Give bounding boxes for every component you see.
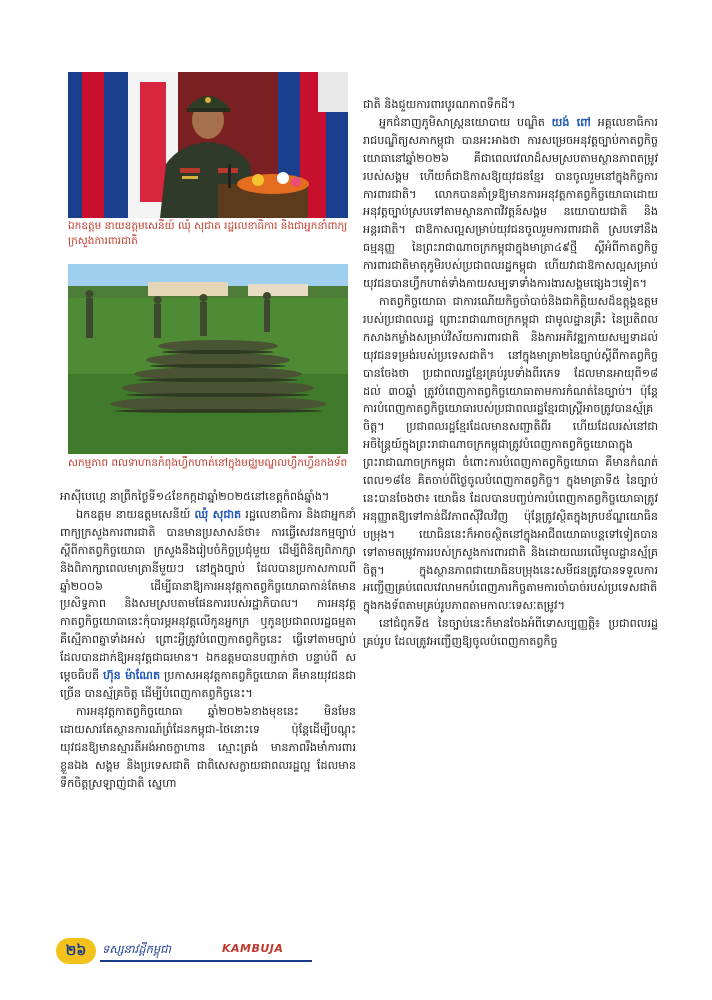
page-number: ២៦	[56, 938, 96, 964]
magazine-name-khmer: ទស្សនាវដ្តីកម្ពុជា	[102, 942, 172, 956]
photo-spokesperson	[68, 72, 348, 218]
paragraph: អាស៊ីបេហ្គេ នាព្រឹកថ្ងៃទី១៤ខែកក្កដាឆ្នាំ២០២៥នៅខេត្តកំពង់ឆ្នាំង។	[60, 490, 330, 503]
highlight-name: យង់ ពៅ	[551, 115, 591, 129]
paragraph: នៅជំពូកទី៥ នៃច្បាប់នេះក៏មានចែងអំពីទោសប្បញ្ញត្តិ៖ ប្រជាពលរដ្ឋគ្រប់រូប ដែលត្រូវអញ្ជើញឱ្យចូលបំពេញកាតព្វកិច្ច	[363, 617, 658, 649]
highlight-name: ឈុំ សុជាត	[194, 507, 242, 521]
caption-training: សកម្មភាព ពលទាហានកំពុងហ្វឹកហាត់នៅក្នុងមជ្ឈមណ្ឌលហ្វឹកហ្វឺនកងទ័ព	[68, 457, 348, 469]
paragraph: ឯកឧត្តម នាយឧត្តមសេនីយ៍ ឈុំ សុជាត រដ្ឋលេខាធិការ និងជាអ្នកនាំពាក្យក្រសួងការពារជាតិ បានមានប្រសាសន៍ថា៖ ការធ្វើសេវនកម្មច្បាប់ ស្តីពីកាតព្វកិច្ចយោធា ក្រសួងនឹងរៀបចំកិច្ចប្រជុំមួយ ដើម្បីពិនិត្យពិភាក្សា និងពិភាក្សាពេលមាត្រានីមួយៗ នៅក្នុងច្បាប់ ដែលបានប្រកាសកាលពីឆ្នាំ២០០៦ ដើម្បីធានាឱ្យការអនុវត្តកាតព្វកិច្ចយោធាកាន់តែមានប្រសិទ្ធភាព និងសមស្របតាមផែនការរបស់រដ្ឋាភិបាល។ ការអនុវត្តកាតព្វកិច្ចយោធានេះកុំបារម្ភអនុវត្តលើកូនអ្នកក្រ ឬកូនប្រជាពលរដ្ឋធម្មតា គឺស្មើភាពគ្នាទាំងអស់ ព្រោះអ្វីត្រូវបំពេញកាតព្វកិច្ចនេះ ធ្វើទៅតាមច្បាប់ដែលបានដាក់ឱ្យអនុវត្តជាធរមាន។ ឯកឧត្តមបានបញ្ជាក់ថា បន្ទាប់ពី សម្តេចធិបតី ហ៊ុន ម៉ាណែត ប្រកាសអនុវត្តកាតព្វកិច្ចយោធា គឺមានយុវជនជាច្រើន បានស្ម័គ្រចិត្ត ដើម្បីបំពេញកាតព្វកិច្ចនេះ។	[60, 507, 356, 700]
article-left-column	[60, 488, 356, 792]
article-right-column	[363, 96, 658, 651]
footer-divider	[100, 960, 312, 962]
paragraph: ការអនុវត្តកាតព្វកិច្ចយោធា ឆ្នាំ២០២៦ខាងមុខនេះ មិនមែនដោយសារតែស្ថានការណ៍ព្រំដែនកម្ពុជា-ថៃនោះទេ ប៉ុន្តែដើម្បីបណ្តុះយុវជនឱ្យមានស្មារតីអង់អាចក្លាហាន ស្មោះត្រង់ មានភាពរឹងមាំការពារខ្លួនឯង សង្គម និងប្រទេសជាតិ ជាពិសេសក្លាយជាពលរដ្ឋល្អ ដែលមានទឹកចិត្តស្រឡាញ់ជាតិ ស្នេហា	[60, 704, 356, 790]
page-footer	[56, 938, 296, 968]
paragraph: ជាតិ និងជួយការពារបូរណភាពទឹកដី។	[363, 98, 516, 111]
paragraph: អ្នកជំនាញភូមិសាស្ត្រនយោបាយ បណ្ឌិត យង់ ពៅ អគ្គលេខាធិការរាជបណ្ឌិត្យសភាកម្ពុជា បានអះអាងថា ការសម្រេចអនុវត្តច្បាប់កាតព្វកិច្ចយោធានៅឆ្នាំ២០២៦ គឺជាពេលវេលាដ៏សមស្របតាមស្ថានភាពតម្រូវរបស់សង្គម ហើយក៏ជាឱកាសឱ្យយុវជនខ្មែរ បានចូលរួមនៅក្នុងកិច្ចការការពារជាតិ។ លោកបានគាំទ្រឱ្យមានការអនុវត្តកាតព្វកិច្ចយោធាដោយអនុវត្តច្បាប់ស្របទៅតាមស្ថានភាពវិវត្តន៍សង្គម នយោបាយជាតិ និងអន្តរជាតិ។ ជាឱកាសល្អសម្រាប់យុវជនចូលរួមការពារជាតិ ស្របទៅនឹងធម្មនុញ្ញ នៃព្រះរាជាណាចក្រកម្ពុជាក្នុងមាត្រា៤៩ថ្មី ស្តីអំពីកាតព្វកិច្ចការពារជាតិមាតុភូមិរបស់ប្រជាពលរដ្ឋកម្ពុជា ហើយវាជាឱកាសល្អសម្រាប់យុវជនបានហ្វឹកហាត់ទាំងកាយសម្បទាទាំងការងារសង្គមផ្សេងៗទៀត។	[363, 115, 658, 291]
caption-spokesperson: ឯកឧត្តម នាយឧត្តមសេនីយ៍ ឈុំ សុជាត រដ្ឋលេខាធិការ និងជាអ្នកនាំពាក្យក្រសួងការពារជាតិ	[68, 220, 348, 247]
paragraph: កាតព្វកិច្ចយោធា ជាការណើយកិច្ចចាំបាច់និងជាកិត្តិយសដ៏ឧត្តុង្គឧត្តមរបស់ប្រជាពលរដ្ឋ ព្រោះរាជាណាចក្រកម្ពុជា ជាមូលដ្ឋានគ្រឹះ នៃប្រតិពលកសាងកម្លាំងសម្រាប់វិស័យការពារជាតិ និងការអភិវឌ្ឍកាយសម្បទាដល់យុវជនទម្រង់របស់ប្រទេសជាតិ។ នៅក្នុងមាត្រា២នៃច្បាប់ស្តីពីកាតព្វកិច្ចបានចែងថា ប្រជាពលរដ្ឋខ្មែរគ្រប់រូបទាំងពីរភេទ ដែលមានអាយុពី១៨ ដល់ ៣០ឆ្នាំ ត្រូវបំពេញកាតព្វកិច្ចយោធាតាមការកំណត់នៃច្បាប់។ ប៉ុន្តែការបំពេញកាតព្វកិច្ចយោធារបស់ប្រជាពលរដ្ឋខ្មែរជាស្ត្រីអាចត្រូវបានស្ម័គ្រចិត្ត។ ប្រជាពលរដ្ឋខ្មែរដែលមានសញ្ជាតិពីរ ហើយដែលរស់នៅជាអចិន្ត្រៃយ៍ក្នុងព្រះរាជាណាចក្រកម្ពុជាត្រូវបំពេញកាតព្វកិច្ចយោធាក្នុងព្រះរាជាណាចក្រកម្ពុជា ចំពោះការបំពេញកាតព្វកិច្ចយោធា គឺមានកំណត់ពេល១៨ខែ គិតចាប់ពីថ្ងៃចូលបំពេញកាតព្វកិច្ច។ ក្នុងមាត្រាទី៥ នៃច្បាប់នេះបានចែងថា៖ យោធិន ដែលបានបញ្ចប់ការបំពេញកាតព្វកិច្ចយោធាត្រូវអនុញ្ញាតឱ្យទៅកាន់ជីវភាពស៊ីវិលវិញ ប៉ុន្តែត្រូវស្ថិតក្នុងក្របខ័ណ្ឌយោធិនបម្រុង។ យោធិននេះក៏អាចស្ថិតនៅក្នុងអាជីពយោធាបន្តទៅទៀតបាន ទៅតាមតម្រូវការរបស់ក្រសួងការពារជាតិ និងដោយឈរលើមូលដ្ឋានស្ម័គ្រចិត្ត។ ក្នុងស្ថានភាពជាយោធិនបម្រុងនេះសមីជនត្រូវបានទទួលការអញ្ជើញគ្រប់ពេលវេលាមកបំពេញភារកិច្ចតាមការចាំបាច់របស់ប្រទេសជាតិក្នុងកងទ័ពតាមគ្រប់រូបភាពតាមកាលៈទេសៈតម្រូវ។	[363, 294, 658, 613]
highlight-name: ហ៊ុន ម៉ាណែត	[103, 669, 161, 683]
photo-training	[68, 264, 348, 454]
magazine-name-english: KAMBUJA	[222, 942, 284, 955]
